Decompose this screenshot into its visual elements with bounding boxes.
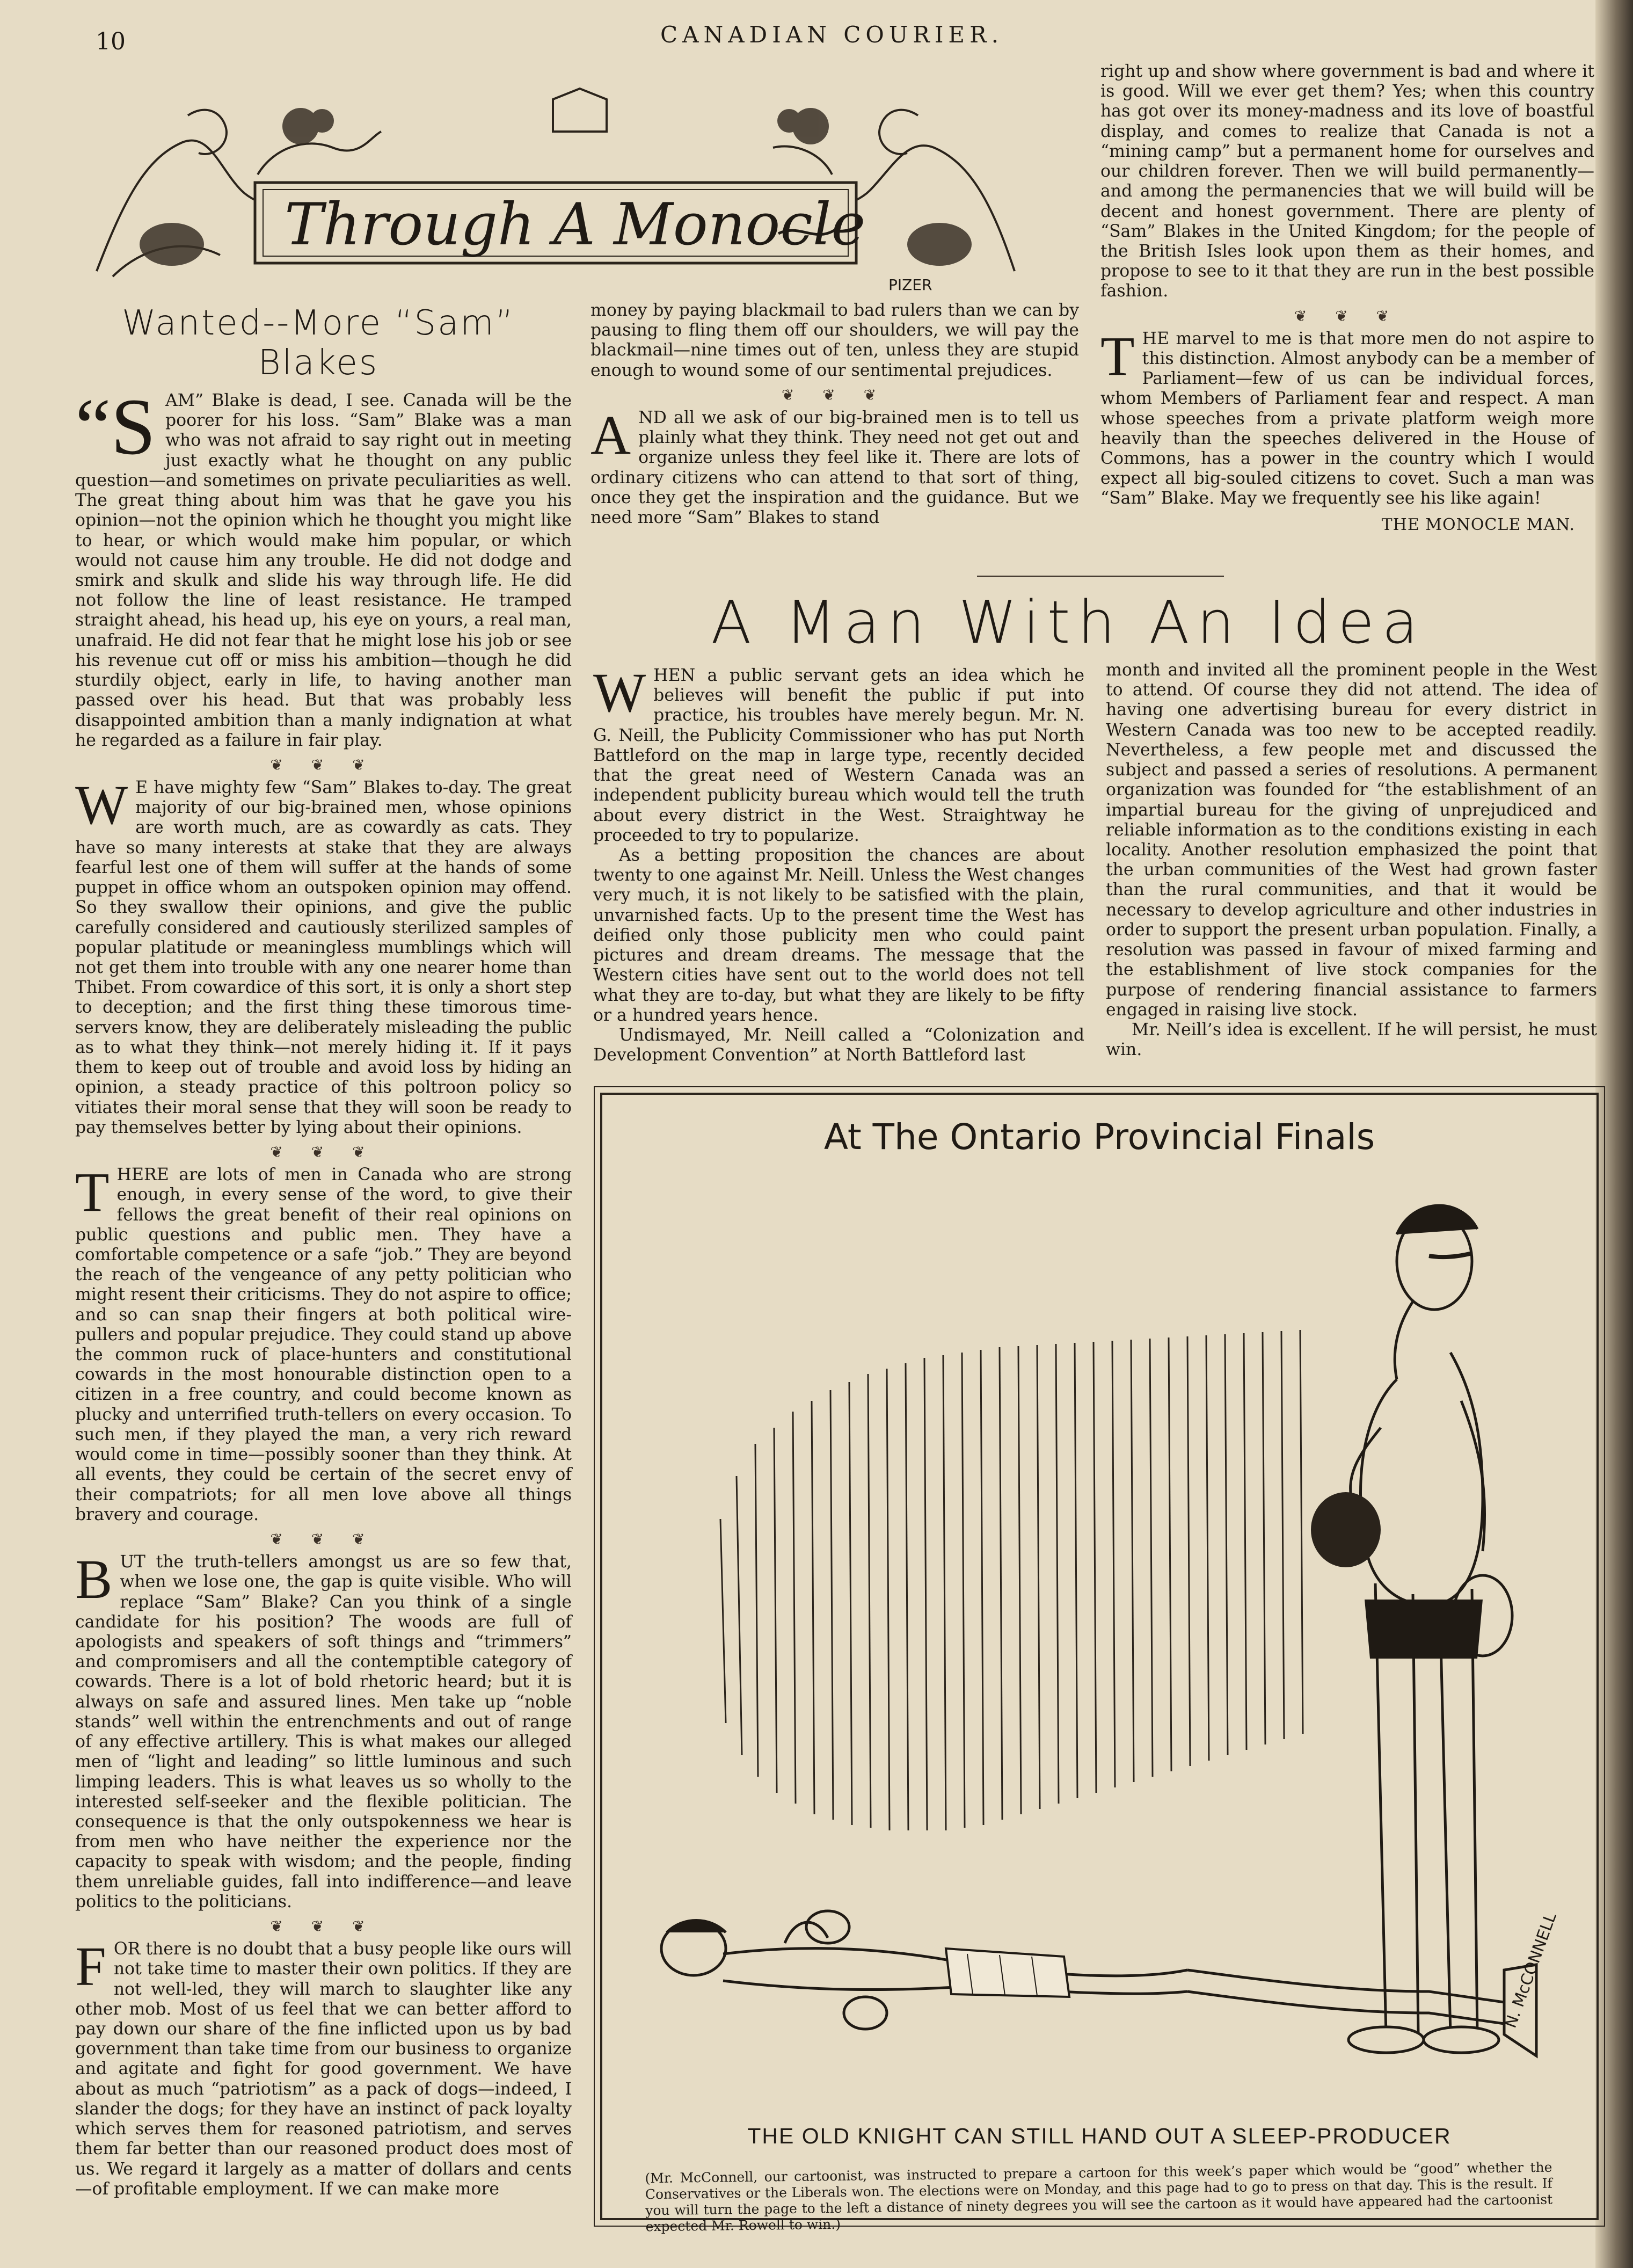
drop-cap: B (75, 1549, 113, 1611)
column-1 (75, 382, 572, 2199)
idea-column-left (593, 662, 1084, 1065)
wanted-paragraph-4: BUT the truth-tellers amongst us are so few that, when we lose one, the gap is quite visible. Who will replace “Sam” Blake? Can you think of a single candidate for his position? The woods are full of apologists and speakers of soft things and “trimmers” and compromisers and all the contemptible category of cowards. There is a lot of bold rhetoric heard; but it is always on safe and assured lines. Men take up “noble stands” well within the entrenchments and out of range of any effective artillery. This is what makes our alleged men of “light and leading” so little luminous and such limping leaders. This is what leaves us so wholly to the interested self-seeker and the flexible politician. The consequence is that the only outspokenness we hear is from men who have neither the experience nor the capacity to speak with wisdom; and the people, finding them unreliable guides, fall into indifference—and leave politics to the politicians. (75, 1549, 572, 1911)
drop-cap: T (1100, 325, 1135, 387)
through-a-monocle-banner (81, 83, 1031, 293)
ornament-divider: ❦ ❦ ❦ (270, 1530, 377, 1548)
idea-paragraph-3: Undismayed, Mr. Neill called a “Colonization and Development Convention” at North Battleford last (593, 1025, 1084, 1065)
section-divider-rule (977, 576, 1224, 577)
column-3-top (1100, 62, 1594, 534)
drop-cap: A (590, 404, 631, 466)
wanted-paragraph-9: THE marvel to me is that more men do not aspire to this distinction. Almost anybody can be a member of Parliament—few of us can be individual forces, whom Members of Parliament fear and respect. A man whose speeches from a private platform weigh more heavily than the speeches delivered in the House of Commons, has a power in the country which I would expect all big-souled citizens to covet. Such a man was “Sam” Blake. May we frequently see his like again! (1100, 325, 1594, 508)
ornament-divider: ❦ ❦ ❦ (1294, 307, 1401, 325)
wanted-paragraph-3: THERE are lots of men in Canada who are strong enough, in every sense of the word, to give their fellows the great benefit of their real opinions on public questions and public men. They have a comfortable competence or a safe “job.” They are beyond the reach of the vengeance of any petty politician who might resent their criticisms. They do not aspire to office; and so can snap their fingers at both political wire-pullers and popular prejudice. They could stand up above the common ruck of place-hunters and constitutional cowards in the most honourable distinction open to a citizen in a free country, and could become known as plucky and unterrified truth-tellers on every occasion. To such men, if they played the man, a very rich reward would come in time—possibly sooner than they think. At all events, they could be certain of the secret envy of their compatriots; for all men love above all things bravery and courage. (75, 1161, 572, 1524)
wanted-paragraph-7: AND all we ask of our big-brained men is to tell us plainly what they think. They need not get out and organize unless they feel like it. There are lots of ordinary citizens who can attend to that sort of thing, once they get the inspiration and the guidance. But we need more “Sam” Blakes to stand (590, 404, 1079, 528)
ornament-divider: ❦ ❦ ❦ (270, 1143, 377, 1161)
wanted-paragraph-5: FOR there is no doubt that a busy people like ours will not take time to master their own politics. If they are not well-led, they will march to slaughter like any other mob. Most of us feel that we can better afford to pay down our share of the fine inflicted upon us by bad government than take time from our business to organize and agitate and fight for good government. We have about as much “patriotism” as a pack of dogs—indeed, I slander the dogs; for they have an instinct of pack loyalty which serves them for reasoned patriotism, and serves them far better than our reasoned product does most of us. We regard it largely as a matter of dollars and cents —of profitable employment. If we can make more (75, 1936, 572, 2199)
idea-column-right (1106, 660, 1597, 1060)
page-gutter-shadow (1595, 0, 1633, 2268)
boxing-cartoon-illustration (624, 1175, 1574, 2099)
column-2-top (590, 301, 1079, 528)
drop-cap: T (75, 1161, 110, 1224)
wanted-paragraph-2: W E have mighty few “Sam” Blakes to-day. The great majority of our big-brained men, whose opinions are worth much, are as cowardly as cats. They have so many interests at stake that they are always fearful lest one of them will suffer at the hands of some puppet in office whom an outspoken opinion may offend. So they swallow their opinions, and give the public carefully considered and cautiously sterilized samples of popular platitude or meaningless mumblings which will not get them into trouble with any one nearer home than Thibet. From cowardice of this sort, it is only a short step to deception; and the first thing these timorous time-servers know, they are deliberately misleading the public as to what they think—not merely hiding it. If it pays them to keep out of trouble and avoid loss by hiding an opinion, a steady practice of this poltroon policy so vitiates their moral sense that they will soon be ready to pay themselves better by lying about their opinions. (75, 774, 572, 1137)
headline-a-man-with-an-idea: A Man With An Idea (711, 588, 1426, 657)
idea-paragraph-4: month and invited all the prominent people in the West to attend. Of course they did not attend. The idea of having one advertising bureau for every district in Western Canada was too new to be accepted readily. Nevertheless, a few people met and discussed the subject and passed a series of resolutions. A permanent organization was founded for “the establishment of an impartial bureau for the giving of unprejudiced and reliable information as to the conditions existing in each locality. Another resolution emphasized the point that the urban communities of the West had grown faster than the rural communities, and that it would be necessary to develop agriculture and other industries in order to support the present urban population. Finally, a resolution was passed in favour of mixed farming and the establishment of live stock companies for the purpose of rendering financial assistance to farmers engaged in raising live stock. (1106, 660, 1597, 1020)
ornament-divider: ❦ ❦ ❦ (781, 386, 888, 404)
drop-cap: W (593, 662, 646, 724)
signature-monocle-man: THE MONOCLE MAN. (1381, 515, 1575, 534)
idea-paragraph-1: WHEN a public servant gets an idea which he believes will benefit the public if put into practice, his troubles have merely begun. Mr. N. G. Neill, the Publicity Commissioner who has put North Battleford on the map in large type, recently decided that the great need of Western Canada was an independent publicity bureau which would tell the truth about every district in the West. Straightway he proceeded to try to popularize. (593, 662, 1084, 845)
ornament-divider: ❦ ❦ ❦ (270, 755, 377, 774)
banner-artist: PIZER (888, 276, 932, 293)
banner-title: Through A Monocle (285, 191, 866, 258)
cartoonist-signature: N. McCONNELL (1501, 1910, 1561, 2031)
cartoon-frame (600, 1093, 1599, 2235)
idea-paragraph-5: Mr. Neill’s idea is excellent. If he will persist, he must win. (1106, 1020, 1597, 1060)
headline-wanted-more-sam-blakes: Wanted--More “Sam” Blakes (122, 303, 515, 383)
wanted-paragraph-6: money by paying blackmail to bad rulers than we can by pausing to fling them off our shoulders, we will pay the blackmail—nine times out of ten, unless they are stupid enough to wound some of our sentimental prejudices. (590, 301, 1079, 380)
drop-cap: “S (75, 382, 156, 471)
masthead: CANADIAN COURIER. (660, 21, 1004, 48)
page-number: 10 (96, 28, 126, 55)
cartoon-title: At The Ontario Provincial Finals (823, 1116, 1375, 1158)
cartoon-caption: THE OLD KNIGHT CAN STILL HAND OUT A SLEEP-PRODUCER (747, 2124, 1452, 2148)
drop-cap: F (75, 1936, 106, 1998)
wanted-paragraph-1: “SAM” Blake is dead, I see. Canada will be the poorer for his loss. “Sam” Blake was a man who was not afraid to say right out in meeting just exactly what he thought on any public question—and sometimes on private peculiarities as well. The great thing about him was that he gave you his opinion—not the opinion which he thought you might like to hear, or which would make him popular, or which would not cause him any trouble. He did not dodge and smirk and skulk and slide his way through life. He did not follow the line of least resistance. He tramped straight ahead, his head up, his eye on yours, a real man, unafraid. He did not fear that he might lose his job or see his revenue cut off or miss his ambition—though he did sturdily object, early in life, to having another man passed over his head. But that was probably less disappointed ambition than a manly indignation at what he regarded as a failure in fair play. (75, 382, 572, 750)
drop-cap: W (75, 774, 128, 837)
wanted-paragraph-8: right up and show where government is bad and where it is good. Will we ever get them? Yes; when this country has got over its money-madness and its love of boastful display, and comes to realize that Canada is not a “mining camp” but a permanent home for ourselves and our children forever. Then we will build permanently—and among the permanencies that we will build will be decent and honest government. There are plenty of “Sam” Blakes in the United Kingdom; for the people of the British Isles look upon them as their homes, and propose to see to it that they are run in the best possible fashion. (1100, 62, 1594, 301)
cartoon-editor-note: (Mr. McConnell, our cartoonist, was instructed to prepare a cartoon for this week’s paper which would be “good” whether the Conservatives or the Liberals won. The elections were on Monday, and this page had to go to press on that day. This is the result. If you will turn the page to the left a distance of ninety degrees you will see the cartoon as it would have appeared had the cartoonist expected Mr. Rowell to win.) (645, 2159, 1553, 2235)
idea-paragraph-2: As a betting proposition the chances are about twenty to one against Mr. Neill. Unless the West changes very much, it is not likely to be satisfied with the plain, unvarnished facts. Up to the present time the West has deified only those publicity men who could paint pictures and dream dreams. The message that the Western cities have sent out to the world does not tell what they are to-day, but what they are likely to be fifty or a hundred years hence. (593, 845, 1084, 1025)
ornament-divider: ❦ ❦ ❦ (270, 1917, 377, 1936)
